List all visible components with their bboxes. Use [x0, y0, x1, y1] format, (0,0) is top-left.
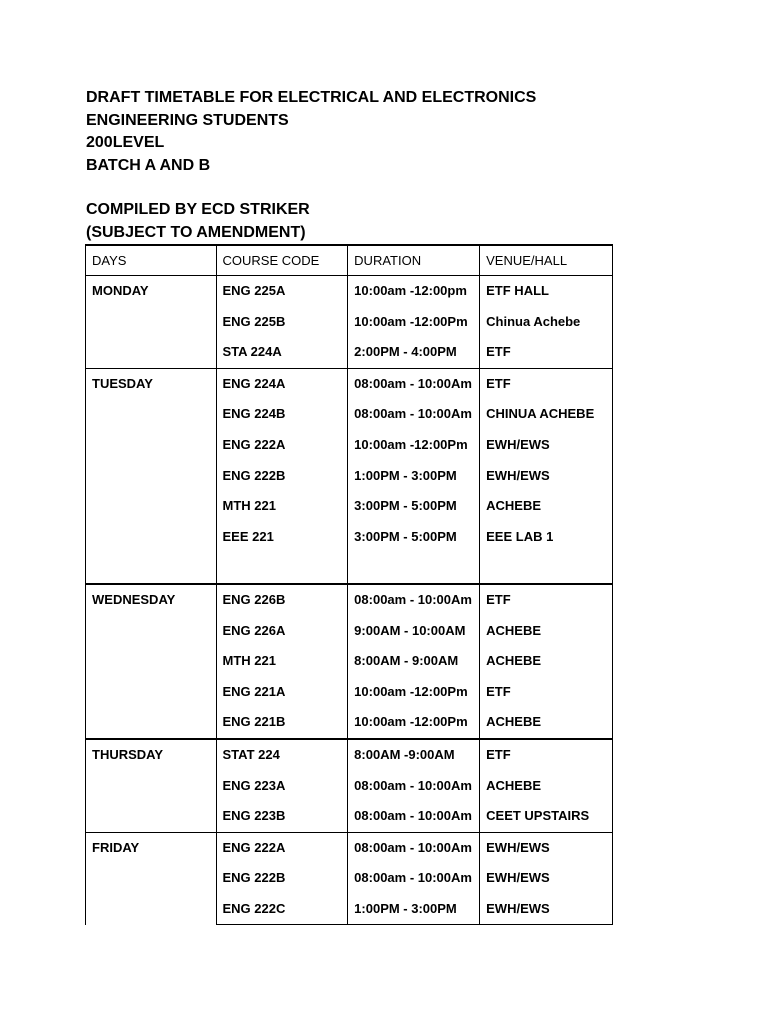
column-header-duration: DURATION [348, 245, 480, 276]
course-code-cell: MTH 221 [216, 491, 348, 522]
venue-cell: ETF [480, 368, 613, 399]
duration-cell: 08:00am - 10:00Am [348, 399, 480, 430]
duration-cell: 1:00PM - 3:00PM [348, 894, 480, 925]
course-code-cell: ENG 224B [216, 399, 348, 430]
duration-cell: 08:00am - 10:00Am [348, 584, 480, 616]
duration-cell: 10:00am -12:00pm [348, 276, 480, 307]
title-batch: BATCH A AND B [86, 156, 211, 174]
course-code-cell: ENG 223B [216, 801, 348, 832]
duration-cell: 08:00am - 10:00Am [348, 771, 480, 802]
table-row [86, 739, 613, 771]
title-line-2: ENGINEERING STUDENTS [86, 111, 289, 129]
table-header-row [86, 245, 613, 276]
venue-cell: EWH/EWS [480, 832, 613, 863]
document-heading [86, 87, 536, 245]
day-cell: THURSDAY [86, 739, 217, 832]
venue-cell: ACHEBE [480, 771, 613, 802]
venue-cell: ETF [480, 739, 613, 771]
course-code-cell: ENG 222B [216, 461, 348, 492]
course-code-cell: ENG 226A [216, 616, 348, 647]
course-code-cell: ENG 222A [216, 430, 348, 461]
duration-cell: 10:00am -12:00Pm [348, 430, 480, 461]
duration-cell: 08:00am - 10:00Am [348, 832, 480, 863]
empty-cell [216, 552, 348, 584]
venue-cell: ACHEBE [480, 646, 613, 677]
venue-cell: CHINUA ACHEBE [480, 399, 613, 430]
course-code-cell: STA 224A [216, 337, 348, 368]
venue-cell: EWH/EWS [480, 894, 613, 925]
course-code-cell: ENG 221A [216, 677, 348, 708]
course-code-cell: ENG 226B [216, 584, 348, 616]
course-code-cell: ENG 224A [216, 368, 348, 399]
duration-cell: 10:00am -12:00Pm [348, 707, 480, 739]
table-row [86, 584, 613, 616]
day-cell: MONDAY [86, 276, 217, 369]
timetable-body [86, 276, 613, 925]
venue-cell: ACHEBE [480, 707, 613, 739]
course-code-cell: ENG 221B [216, 707, 348, 739]
duration-cell: 9:00AM - 10:00AM [348, 616, 480, 647]
day-cell: WEDNESDAY [86, 584, 217, 739]
duration-cell: 08:00am - 10:00Am [348, 368, 480, 399]
course-code-cell: ENG 225A [216, 276, 348, 307]
column-header-days: DAYS [86, 245, 217, 276]
timetable [85, 244, 613, 925]
venue-cell: ETF [480, 677, 613, 708]
course-code-cell: ENG 222C [216, 894, 348, 925]
table-row [86, 368, 613, 399]
empty-cell [348, 552, 480, 584]
venue-cell: EWH/EWS [480, 430, 613, 461]
duration-cell: 3:00PM - 5:00PM [348, 522, 480, 553]
duration-cell: 2:00PM - 4:00PM [348, 337, 480, 368]
compiled-by: COMPILED BY ECD STRIKER [86, 201, 310, 219]
venue-cell: ETF [480, 584, 613, 616]
venue-cell: ACHEBE [480, 491, 613, 522]
duration-cell: 8:00AM - 9:00AM [348, 646, 480, 677]
course-code-cell: EEE 221 [216, 522, 348, 553]
column-header-venue: VENUE/HALL [480, 245, 613, 276]
empty-cell [480, 552, 613, 584]
venue-cell: EWH/EWS [480, 461, 613, 492]
venue-cell: ACHEBE [480, 616, 613, 647]
duration-cell: 10:00am -12:00Pm [348, 677, 480, 708]
title-level: 200LEVEL [86, 134, 165, 152]
course-code-cell: ENG 225B [216, 307, 348, 338]
venue-cell: CEET UPSTAIRS [480, 801, 613, 832]
day-cell: TUESDAY [86, 368, 217, 584]
venue-cell: EWH/EWS [480, 863, 613, 894]
title-line-1: DRAFT TIMETABLE FOR ELECTRICAL AND ELECTRONICS [86, 89, 537, 106]
venue-cell: ETF [480, 337, 613, 368]
course-code-cell: ENG 222B [216, 863, 348, 894]
duration-cell: 1:00PM - 3:00PM [348, 461, 480, 492]
table-row [86, 832, 613, 863]
venue-cell: EEE LAB 1 [480, 522, 613, 553]
course-code-cell: ENG 223A [216, 771, 348, 802]
duration-cell: 08:00am - 10:00Am [348, 863, 480, 894]
course-code-cell: MTH 221 [216, 646, 348, 677]
venue-cell: Chinua Achebe [480, 307, 613, 338]
column-header-course-code: COURSE CODE [216, 245, 348, 276]
course-code-cell: ENG 222A [216, 832, 348, 863]
day-cell: FRIDAY [86, 832, 217, 925]
duration-cell: 8:00AM -9:00AM [348, 739, 480, 771]
amendment-note: (SUBJECT TO AMENDMENT) [86, 223, 306, 241]
duration-cell: 10:00am -12:00Pm [348, 307, 480, 338]
table-row [86, 276, 613, 307]
venue-cell: ETF HALL [480, 276, 613, 307]
duration-cell: 08:00am - 10:00Am [348, 801, 480, 832]
duration-cell: 3:00PM - 5:00PM [348, 491, 480, 522]
course-code-cell: STAT 224 [216, 739, 348, 771]
